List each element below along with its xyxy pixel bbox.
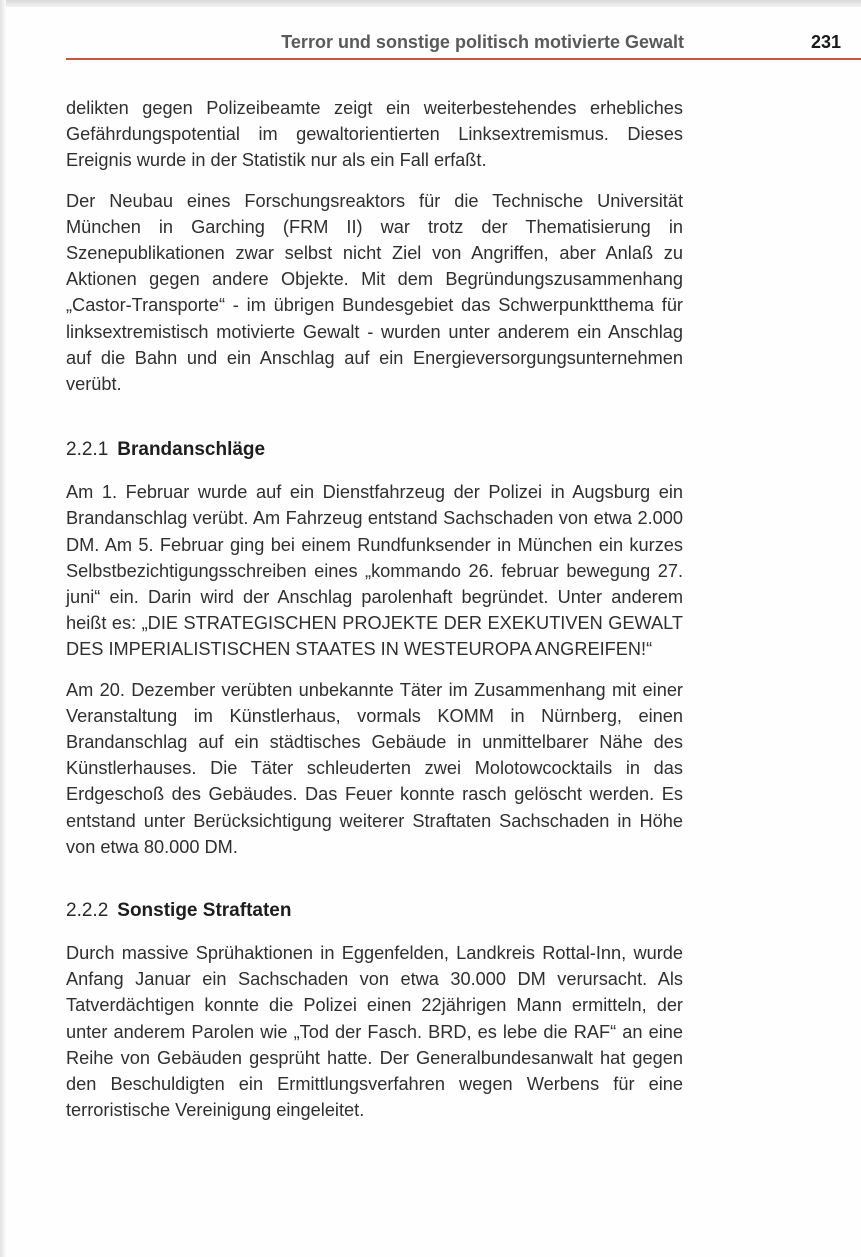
section-number: 2.2.1 xyxy=(66,439,109,461)
page-left-edge xyxy=(0,0,6,1257)
paragraph-5: Durch massive Sprühaktionen in Eggenfelden, Landkreis Rottal-Inn, wurde Anfang Januar ein Sachschaden von etwa 30.000 DM verursacht. Als Tatverdächtigen konnte die Polizei einen 22jährigen Mann ermitteln, der unter anderem Parolen wie „Tod der Fasch. BRD, es lebe die RAF“ an eine Reihe von Gebäuden gesprüht hatte. Der Generalbundesanwalt hat gegen den Beschuldigten ein Ermittlungsverfahren wegen Werbens für eine terroristische Vereinigung eingeleitet. xyxy=(66,943,683,1121)
page-top-edge xyxy=(0,0,861,7)
paragraph-2: Der Neubau eines Forschungsreaktors für die Technische Universität München in Garching (FRM II) war trotz der Thematisierung in Szenepublikationen zwar selbst nicht Ziel von Angriffen, aber Anlaß zu Aktionen gegen andere Objekte. Mit dem Begründungszusammenhang „Castor-Transporte“ - im übrigen Bundesgebiet das Schwerpunktthema für linksextremistisch motivierte Gewalt - wurden unter anderem ein Anschlag auf die Bahn und ein Anschlag auf ein Energieversorgungsunternehmen verübt. xyxy=(66,190,683,395)
section-title: Brandanschläge xyxy=(117,439,266,461)
header-rule xyxy=(66,58,861,60)
body-content xyxy=(66,95,683,1138)
section-title: Sonstige Straftaten xyxy=(117,900,292,922)
page-number: 231 xyxy=(811,32,842,52)
section-heading-sonstige-straftaten xyxy=(66,898,683,924)
running-title: Terror und sonstige politisch motivierte Gewalt xyxy=(281,32,684,52)
section-heading-brandanschlaege xyxy=(66,437,683,463)
paragraph-1: delikten gegen Polizeibeamte zeigt ein weiterbestehendes erhebliches Gefährdungspotential im gewaltorientierten Linksextremismus. Dieses Ereignis wurde in der Statistik nur als ein Fall erfaßt. xyxy=(66,98,683,171)
running-head xyxy=(66,30,861,60)
paragraph-3: Am 1. Februar wurde auf ein Dienstfahrzeug der Polizei in Augsburg ein Brandanschlag verübt. Am Fahrzeug entstand Sachschaden von etwa 2.000 DM. Am 5. Februar ging bei einem Rundfunksender in München ein kurzes Selbstbezichtigungsschreiben eines „kommando 26. februar bewegung 27. juni“ ein. Darin wird der Anschlag parolenhaft begründet. Unter anderem heißt es: „DIE STRATEGISCHEN PROJEKTE DER EXEKUTIVEN GEWALT DES IMPERIALISTISCHEN STAATES IN WESTEUROPA ANGREIFEN!“ xyxy=(66,482,683,660)
paragraph-4: Am 20. Dezember verübten unbekannte Täter im Zusammenhang mit einer Veranstaltung im Künstlerhaus, vormals KOMM in Nürnberg, einen Brandanschlag auf ein städtisches Gebäude in unmittelbarer Nähe des Künstlerhauses. Die Täter schleuderten zwei Molotowcocktails in das Erdgeschoß des Gebäudes. Das Feuer konnte rasch gelöscht werden. Es entstand unter Berücksichtigung weiterer Straftaten Sachschaden in Höhe von etwa 80.000 DM. xyxy=(66,679,683,857)
section-number: 2.2.2 xyxy=(66,900,109,922)
